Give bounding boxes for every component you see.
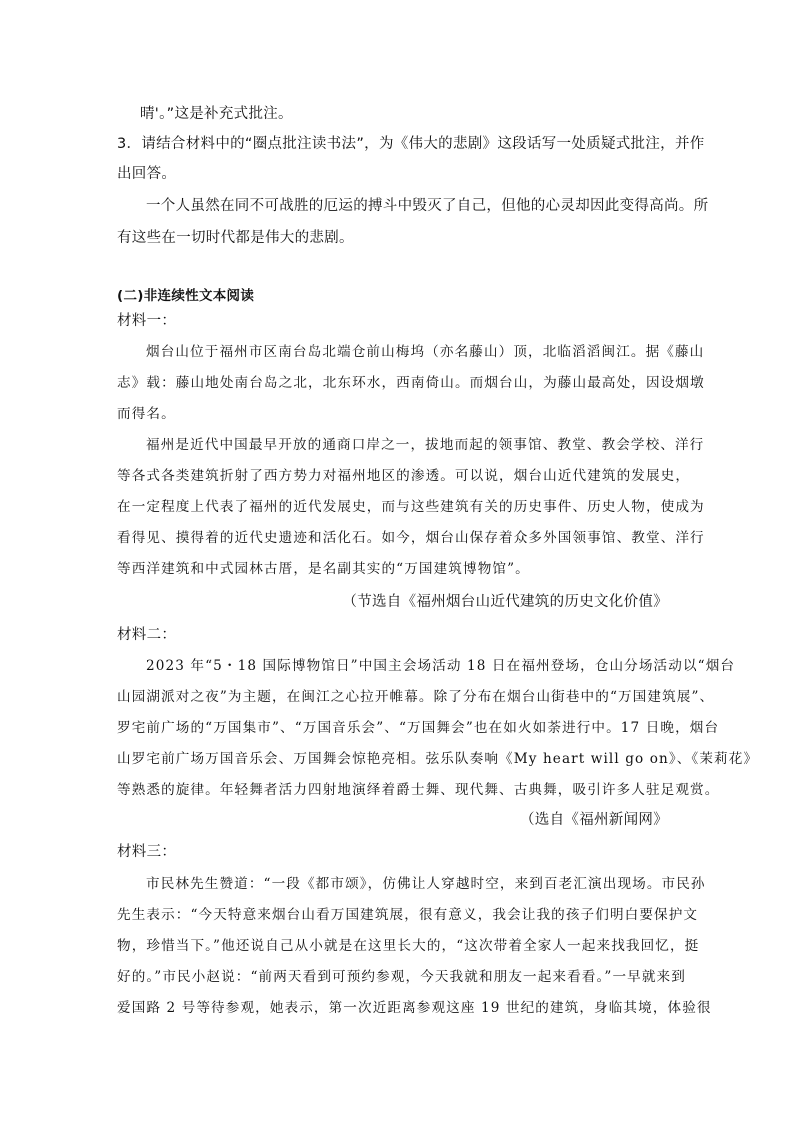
material2-source: （选自《福州新闻网》 bbox=[520, 812, 668, 828]
material2-label: 材料二： bbox=[117, 627, 177, 643]
quote-line2: 有这些在一切时代都是伟大的悲剧。 bbox=[117, 230, 354, 246]
material2-line3: 罗宅前广场的“万国集市”、“万国音乐会”、“万国舞会”也在如火如荼进行中。17 日晚，烟台 bbox=[117, 720, 720, 736]
material2-line5: 等熟悉的旋律。年轻舞者活力四射地演绎着爵士舞、现代舞、古典舞，吸引许多人驻足观赏。 bbox=[117, 782, 720, 798]
material3-label: 材料三： bbox=[117, 844, 177, 860]
material1-p1-line1: 烟台山位于福州市区南台岛北端仓前山梅坞（亦名藤山）顶，北临滔滔闽江。据《藤山 bbox=[146, 344, 705, 360]
question-3-line2: 出回答。 bbox=[117, 166, 177, 182]
quote-line1: 一个人虽然在同不可战胜的厄运的搏斗中毁灭了自己，但他的心灵却因此变得高尚。所 bbox=[146, 198, 709, 214]
material1-p2-line2: 等各式各类建筑折射了西方势力对福州地区的渗透。可以说，烟台山近代建筑的发展史， bbox=[117, 468, 691, 484]
material1-p1-line2: 志》载：藤山地处南台岛之北，北东环水，西南倚山。而烟台山，为藤山最高处，因设烟墩 bbox=[117, 375, 705, 391]
material2-line1: 2023 年“5・18 国际博物馆日”中国主会场活动 18 日在福州登场，仓山分场活动以“烟台 bbox=[146, 658, 736, 674]
material2-line2: 山园湖派对之夜”为主题，在闽江之心拉开帷幕。除了分布在烟台山街巷中的“万国建筑展”、 bbox=[117, 689, 715, 705]
material1-p1-line3: 而得名。 bbox=[117, 406, 176, 422]
material1-source: （节选自《福州烟台山近代建筑的历史文化价值》 bbox=[342, 594, 668, 610]
question-3-line1: 3．请结合材料中的“圈点批注读书法”，为《伟大的悲剧》这段话写一处质疑式批注，并作 bbox=[117, 136, 705, 152]
material1-p2-line1: 福州是近代中国最早开放的通商口岸之一，拔地而起的领事馆、教堂、教会学校、洋行 bbox=[146, 437, 705, 453]
material1-label: 材料一： bbox=[117, 313, 177, 329]
section-heading: (二)非连续性文本阅读 bbox=[117, 288, 255, 304]
question-previous-line: 晴'。”这是补充式批注。 bbox=[140, 106, 293, 122]
material2-line4: 山罗宅前广场万国音乐会、万国舞会惊艳亮相。弦乐队奏响《My heart will go on》、《茉莉花》 bbox=[117, 751, 759, 767]
material1-p2-line5: 等西洋建筑和中式园林古厝，是名副其实的“万国建筑博物馆”。 bbox=[117, 561, 530, 577]
material1-p2-line3: 在一定程度上代表了福州的近代发展史，而与这些建筑有关的历史事件、历史人物，使成为 bbox=[117, 499, 705, 515]
material3-line2: 先生表示：“今天特意来烟台山看万国建筑展，很有意义，我会让我的孩子们明白要保护文 bbox=[117, 907, 699, 923]
material3-line4: 好的。”市民小赵说：“前两天看到可预约参观，今天我就和朋友一起来看看。”一早就来到 bbox=[117, 969, 686, 985]
material1-p2-line4: 看得见、摸得着的近代史遗迹和活化石。如今，烟台山保存着众多外国领事馆、教堂、洋行 bbox=[117, 530, 705, 546]
material3-line1: 市民林先生赞道：“一段《都市颂》，仿佛让人穿越时空，来到百老汇演出现场。市民孙 bbox=[146, 876, 706, 892]
material3-line5: 爱国路 2 号等待参观，她表示，第一次近距离参观这座 19 世纪的建筑，身临其境，体验很 bbox=[117, 1000, 712, 1016]
material3-line3: 物，珍惜当下。”他还说自己从小就是在这里长大的，“这次带着全家人一起来找我回忆，挺 bbox=[117, 938, 700, 954]
